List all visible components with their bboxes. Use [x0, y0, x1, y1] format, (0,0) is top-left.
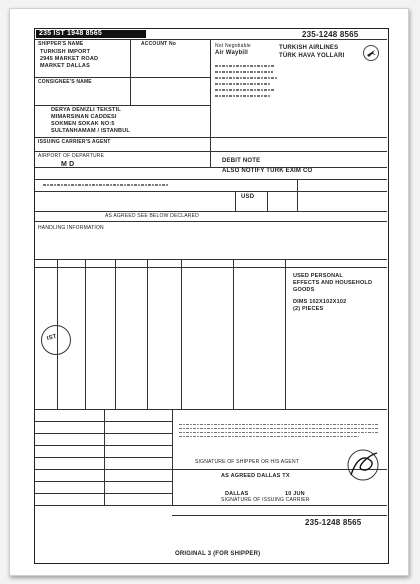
divider [115, 259, 116, 409]
shipper-signature-label: SIGNATURE OF SHIPPER OR HIS AGENT [195, 459, 300, 465]
divider [35, 457, 172, 458]
divider [35, 105, 210, 106]
shipper-line-1: TURKISH IMPORT [40, 49, 91, 55]
divider [210, 39, 211, 167]
customs-stamp-text: IST [46, 333, 58, 343]
divider [35, 179, 387, 180]
charges-line: AS AGREED SEE BELOW DECLARED [105, 213, 199, 219]
executed-on: AS AGREED DALLAS TX [221, 473, 290, 479]
agent-label: ISSUING CARRIER'S AGENT [38, 139, 111, 145]
divider [35, 267, 387, 268]
divider [35, 151, 387, 152]
goods-description-3: GOODS [293, 287, 315, 293]
goods-description-1: USED PERSONAL [293, 273, 343, 279]
divider [235, 191, 236, 211]
accounting-info: DEBIT NOTE [222, 158, 261, 164]
awb-number-top-right: 235-1248 8565 [302, 30, 359, 39]
awb-number-bottom-right: 235-1248 8565 [305, 518, 362, 527]
divider [35, 481, 172, 482]
divider [35, 77, 210, 78]
divider [85, 259, 86, 409]
shipper-line-3: MARKET DALLAS [40, 63, 90, 69]
divider [35, 505, 387, 506]
airline-logo-icon [363, 45, 379, 61]
carrier-subtitle: TÜRK HAVA YOLLARI [279, 53, 345, 59]
divider [35, 211, 387, 212]
divider [35, 221, 387, 222]
not-negotiable-label: Not Negotiable [215, 43, 251, 49]
divider [233, 259, 234, 409]
divider [172, 515, 387, 516]
shipper-account-label: ACCOUNT No [141, 41, 177, 47]
divider [35, 493, 172, 494]
carrier-name: TURKISH AIRLINES [279, 45, 339, 51]
divider [297, 179, 298, 211]
goods-description-2: EFFECTS AND HOUSEHOLD [293, 280, 373, 286]
divider [35, 191, 387, 192]
goods-description-4: DIMS 102X102X102 [293, 299, 347, 305]
divider [285, 259, 286, 409]
accounting-note: ALSO NOTIFY TURK EXIM CO [222, 168, 313, 174]
divider [267, 191, 268, 211]
signature-icon [345, 447, 381, 483]
execution-date: 10 JUN [285, 491, 305, 497]
departure-label: AIRPORT OF DEPARTURE [38, 153, 105, 159]
divider [172, 409, 173, 505]
shipper-label: SHIPPER'S NAME [38, 41, 84, 47]
document-page [9, 8, 409, 576]
divider [181, 259, 182, 409]
handling-label: HANDLING INFORMATION [38, 225, 104, 231]
awb-number-top-left: 235 IST 1948 8565 [39, 30, 102, 37]
divider [35, 39, 387, 40]
divider [147, 259, 148, 409]
divider [35, 433, 172, 434]
divider [130, 39, 131, 105]
air-waybill-form [34, 28, 389, 564]
original-copy-label: ORIGINAL 3 (FOR SHIPPER) [175, 551, 261, 557]
divider [35, 421, 172, 422]
consignee-line-1: DERYA DENIZLI TEKSTIL [51, 107, 121, 113]
consignee-line-3: SOKMEN SOKAK NO:5 [51, 121, 115, 127]
consignee-label: CONSIGNEE'S NAME [38, 79, 92, 85]
divider [35, 445, 172, 446]
consignee-line-4: SULTANHAMAM / ISTANBUL [51, 128, 130, 134]
divider [35, 409, 387, 410]
carrier-signature-label: SIGNATURE OF ISSUING CARRIER [221, 497, 310, 503]
consignee-line-2: MIMARSINAN CADDESI [51, 114, 117, 120]
air-waybill-label: Air Waybill [215, 50, 248, 56]
execution-place: DALLAS [225, 491, 249, 497]
currency: USD [241, 194, 255, 200]
destination-code: M D [61, 161, 75, 168]
divider [35, 167, 387, 168]
shipper-line-2: 2945 MARKET ROAD [40, 56, 99, 62]
divider [35, 137, 387, 138]
divider [35, 259, 387, 260]
goods-description-5: (2) PIECES [293, 306, 324, 312]
divider [35, 469, 387, 470]
